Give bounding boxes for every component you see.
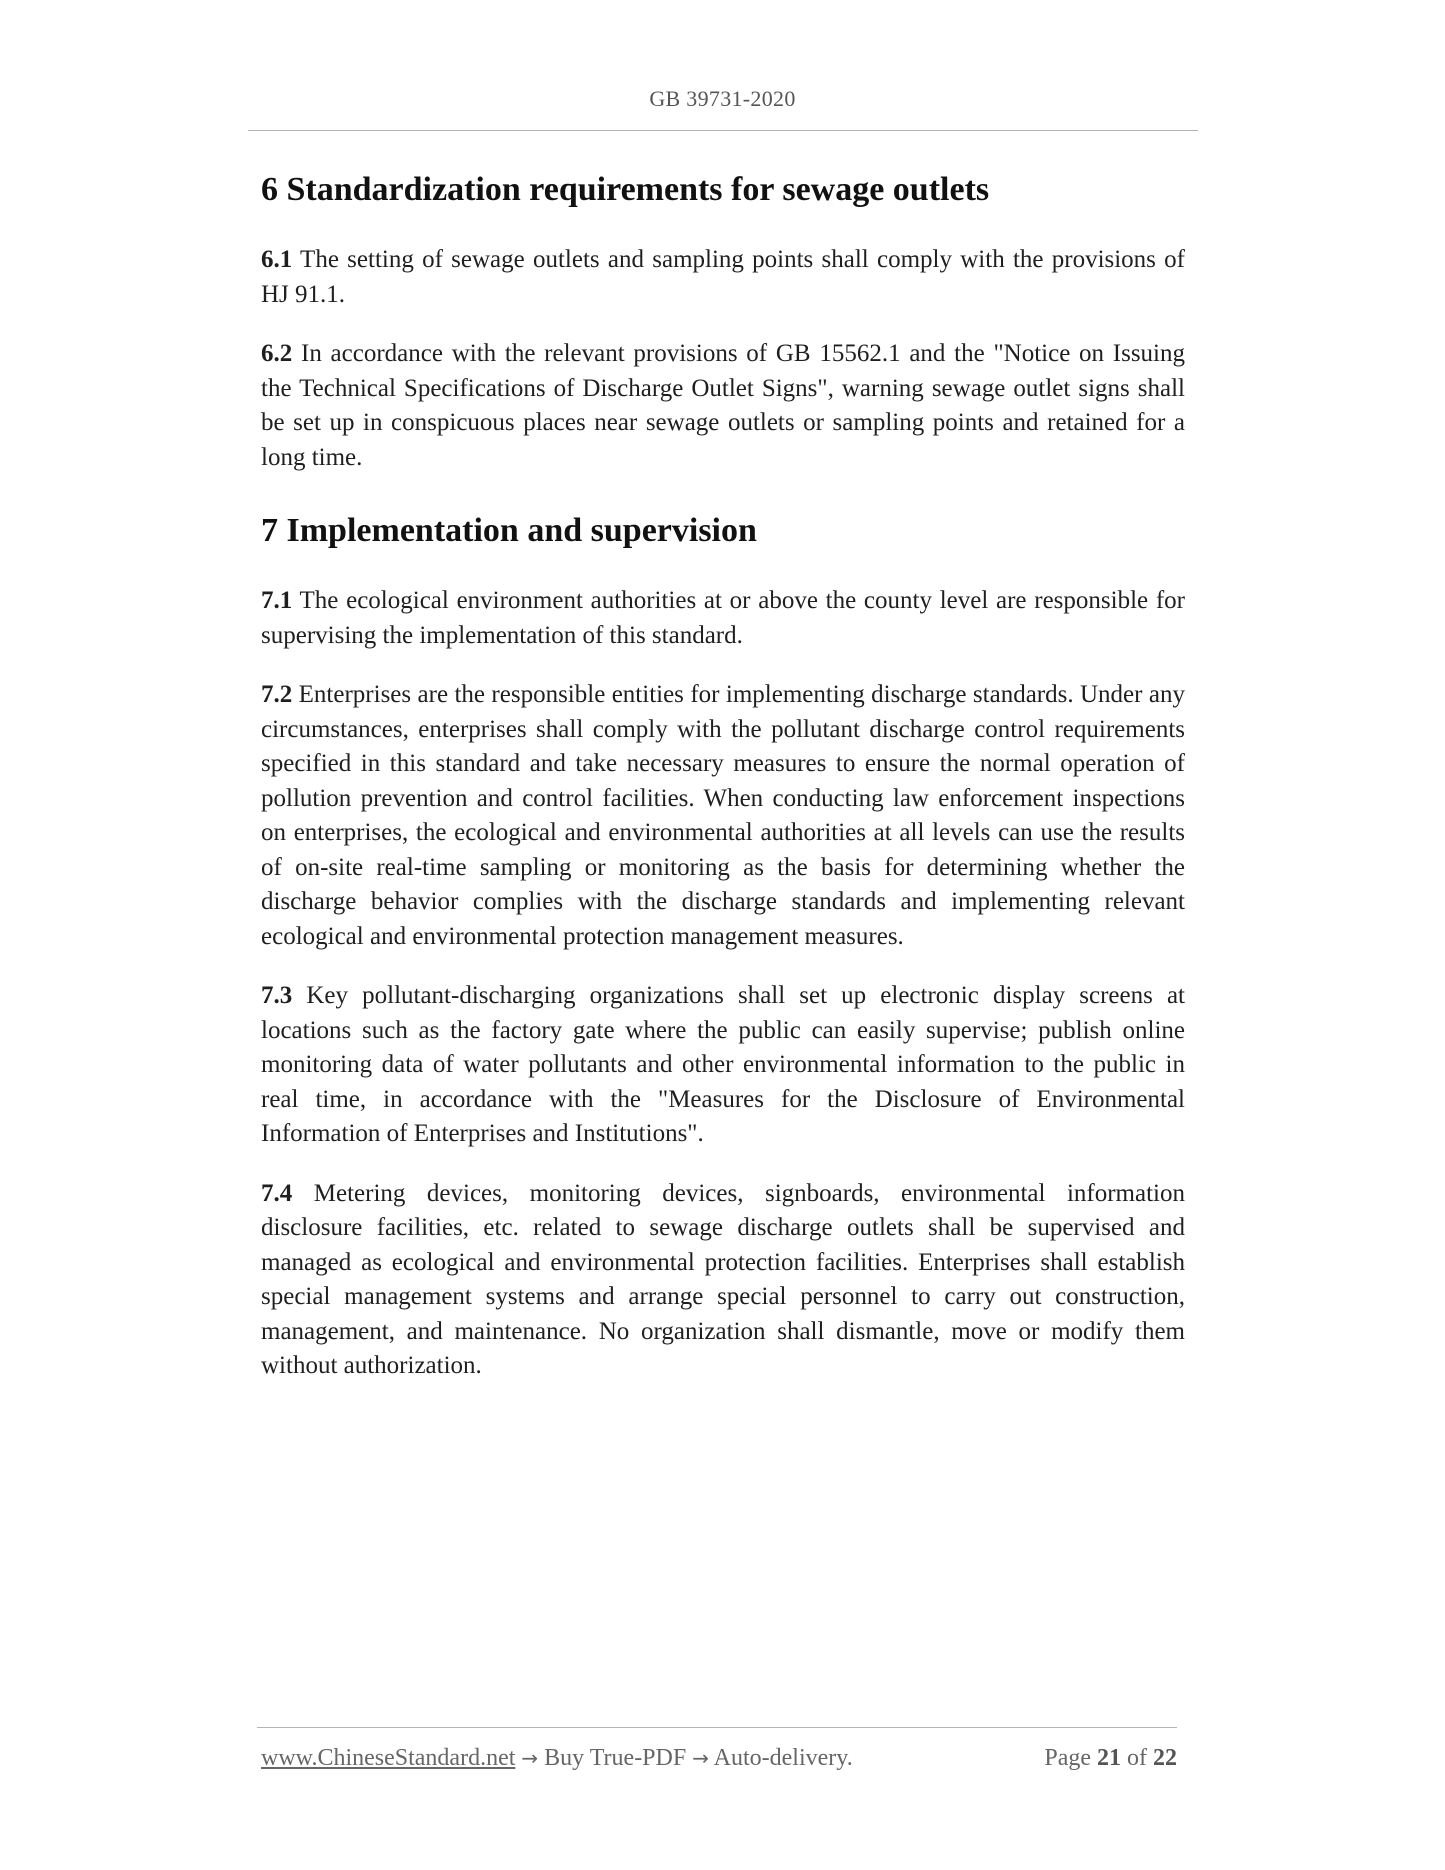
page-current: 21 — [1097, 1745, 1121, 1771]
clause-text: Key pollutant-discharging organizations shall set up electronic display screens at locations such as the factory gate where the public can easily supervise; publish online monitoring data of water pollutants and other environmental information to the public in real time, in accordance with the "Measures for the Disclosure of Environmental Information of Enterprises and Institutions". — [261, 982, 1185, 1147]
delivery-step-text: Auto-delivery. — [708, 1745, 853, 1771]
page-total: 22 — [1153, 1745, 1177, 1771]
clause-number: 7.3 — [261, 982, 293, 1009]
clause-7-2 — [261, 678, 1185, 954]
right-arrow-icon: → — [692, 1746, 709, 1770]
site-link[interactable]: www.ChineseStandard.net — [261, 1745, 516, 1771]
clause-6-1 — [261, 243, 1185, 312]
clause-text: The ecological environment authorities at or above the county level are responsible for supervising the implementation of this standard. — [261, 587, 1185, 649]
buy-step-text: Buy True-PDF — [538, 1745, 693, 1771]
clause-number: 7.4 — [261, 1179, 293, 1207]
page-label: Page — [1044, 1745, 1097, 1771]
clause-7-1 — [261, 584, 1185, 653]
clause-text: In accordance with the relevant provisions of GB 15562.1 and the "Notice on Issuing the Technical Specifications of Discharge Outlet Signs", warning sewage outlet signs shall be set up in conspicuous places near sewage outlets or sampling points and retained for a long time. — [261, 340, 1185, 471]
running-header: GB 39731-2020 — [649, 86, 796, 111]
page-footer — [261, 1745, 1177, 1772]
clause-6-2 — [261, 337, 1185, 475]
page-of-label: of — [1121, 1745, 1153, 1771]
clause-number: 7.1 — [261, 587, 293, 614]
clause-number: 6.2 — [261, 340, 293, 367]
clause-7-4 — [261, 1177, 1185, 1384]
clause-text: The setting of sewage outlets and sampling points shall comply with the provisions of HJ 91.1. — [261, 246, 1185, 308]
page-indicator — [1044, 1745, 1177, 1772]
clause-text: Enterprises are the responsible entities for implementing discharge standards. Under any circumstances, enterprises shall comply with the pollutant discharge control requirements specified in this standard and take necessary measures to ensure the normal operation of pollution prevention and control facilities. When conducting law enforcement inspections on enterprises, the ecological and environmental authorities at all levels can use the results of on-site real-time sampling or monitoring as the basis for determining whether the discharge behavior complies with the discharge standards and implementing relevant ecological and environmental protection management measures. — [261, 681, 1185, 950]
document-body — [261, 170, 1185, 1409]
clause-number: 6.1 — [261, 246, 293, 273]
footer-promo — [261, 1745, 853, 1772]
footer-divider — [257, 1727, 1177, 1728]
header-divider — [248, 130, 1198, 131]
section-6-heading: 6 Standardization requirements for sewage outlets — [261, 171, 990, 208]
clause-7-3 — [261, 979, 1185, 1152]
clause-number: 7.2 — [261, 681, 293, 708]
clause-text: Metering devices, monitoring devices, signboards, environmental information disclosure facilities, etc. related to sewage discharge outlets shall be supervised and managed as ecological and environmental protection facilities. Enterprises shall establish special management systems and arrange special personnel to carry out construction, management, and maintenance. No organization shall dismantle, move or modify them without authorization. — [261, 1179, 1185, 1379]
section-7-heading: 7 Implementation and supervision — [261, 512, 757, 549]
right-arrow-icon: → — [521, 1746, 539, 1770]
